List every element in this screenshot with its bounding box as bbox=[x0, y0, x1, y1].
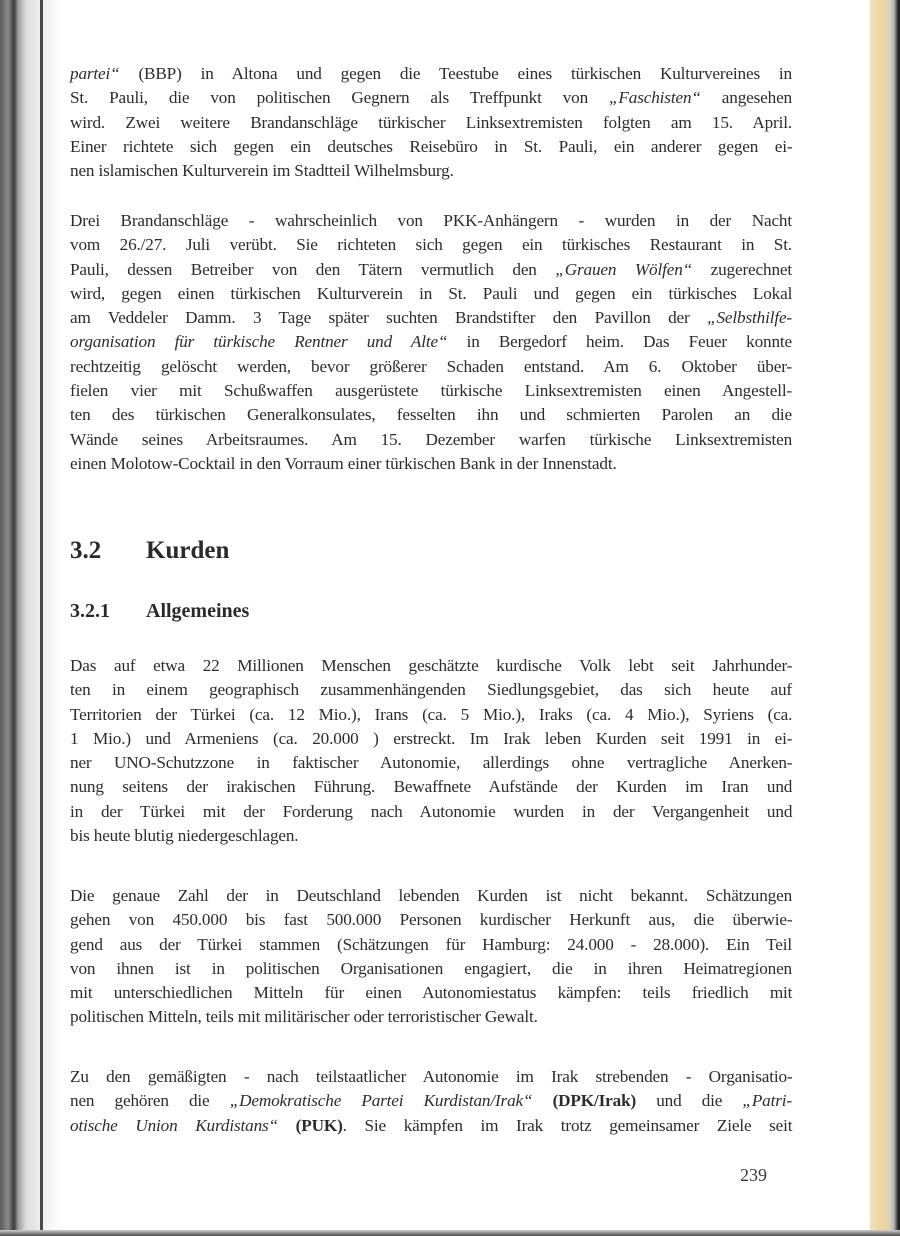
text-line: wird. Zwei weitere Brandanschläge türkischer Linksextremisten folgten am 15. April. bbox=[70, 112, 792, 132]
italic-span: partei“ bbox=[70, 64, 120, 83]
text-line: fielen vier mit Schußwaffen ausgerüstete türkische Linksextremisten einen Angestell- bbox=[70, 381, 793, 401]
binding-shadow-line bbox=[40, 0, 43, 1236]
page-bottom-edge bbox=[0, 1230, 900, 1236]
italic-span: „Patri- bbox=[742, 1091, 792, 1111]
text-line bbox=[70, 258, 792, 282]
paragraph-kurdisches-volk bbox=[70, 654, 792, 848]
text-span: . Sie kämpfen im Irak trotz gemeinsamer Ziele seit bbox=[342, 1115, 793, 1135]
text-line: ten in einem geographisch zusammenhängenden Siedlungsgebiet, das sich heute auf bbox=[70, 680, 792, 700]
text-line bbox=[70, 1089, 792, 1113]
text-line: Drei Brandanschläge - wahrscheinlich von PKK-Anhängern - wurden in der Nacht bbox=[70, 211, 792, 230]
text-line: Die genaue Zahl der in Deutschland lebenden Kurden ist nicht bekannt. Schätzungen bbox=[70, 886, 793, 905]
section-title: Kurden bbox=[146, 537, 230, 564]
text-span: und die bbox=[636, 1091, 743, 1111]
section-number: 3.2 bbox=[70, 537, 102, 564]
text-span: St. Pauli, die von politischen Gegnern als Treffpunkt von bbox=[70, 88, 610, 108]
paragraph-gemaessigte-organisationen bbox=[70, 1065, 792, 1138]
italic-span: „Grauen Wölfen“ bbox=[555, 259, 693, 279]
text-span: am Veddeler Damm. 3 Tage später suchten Brandstifter den Pavillon der bbox=[70, 308, 708, 328]
text-line: nung seitens der irakischen Führung. Bewaffnete Aufstände der Kurden im Iran und bbox=[70, 777, 793, 797]
page-number: 239 bbox=[740, 1165, 767, 1185]
text-line: gend aus der Türkei stammen (Schätzungen für Hamburg: 24.000 - 28.000). Ein Teil bbox=[70, 934, 792, 954]
paragraph-brandanschlaege-april bbox=[70, 62, 792, 183]
text-line bbox=[70, 1114, 792, 1138]
text-span: zugerechnet bbox=[692, 259, 792, 279]
text-line: ner UNO-Schutzzone in faktischer Autonomie, allerdings ohne vertragliche Anerken- bbox=[70, 753, 793, 773]
subsection-heading bbox=[70, 600, 249, 623]
text-line bbox=[70, 306, 792, 330]
text-line: bis heute blutig niedergeschlagen. bbox=[70, 826, 299, 846]
text-line: in der Türkei mit der Forderung nach Autonomie wurden in der Vergangenheit und bbox=[70, 801, 793, 821]
paragraph-brandanschlaege-juli bbox=[70, 209, 792, 476]
italic-span: otische Union Kurdistans“ bbox=[70, 1115, 278, 1135]
text-line bbox=[70, 86, 792, 110]
text-span: in Bergedorf heim. Das Feuer konnte bbox=[447, 332, 793, 352]
italic-span: „Faschisten“ bbox=[609, 88, 701, 108]
bold-span: (DPK/Irak) bbox=[552, 1091, 637, 1111]
paragraph-kurden-in-deutschland bbox=[70, 884, 792, 1030]
text-span: Pauli, dessen Betreiber von den Tätern vermutlich den bbox=[70, 259, 556, 279]
text-line bbox=[70, 62, 792, 86]
text-line: Einer richtete sich gegen ein deutsches Reisebüro in St. Pauli, ein anderer gegen ei- bbox=[70, 136, 793, 156]
text-line bbox=[70, 330, 792, 354]
text-span: nen gehören die bbox=[70, 1091, 230, 1111]
text-line: wird, gegen einen türkischen Kulturverein in St. Pauli und gegen ein türkisches Lokal bbox=[70, 283, 793, 303]
text-line: vom 26./27. Juli verübt. Sie richteten sich gegen ein türkisches Restaurant in St. bbox=[70, 235, 792, 255]
text-line: mit unterschiedlichen Mitteln für einen Autonomiestatus kämpfen: teils friedlich mit bbox=[70, 983, 793, 1003]
text-line: nen islamischen Kulturverein im Stadtteil Wilhelmsburg. bbox=[70, 161, 454, 181]
text-line: Zu den gemäßigten - nach teilstaatlicher Autonomie im Irak strebenden - Organisatio- bbox=[70, 1067, 793, 1086]
text-line: Territorien der Türkei (ca. 12 Mio.), Irans (ca. 5 Mio.), Iraks (ca. 4 Mio.), Syriens (ca. bbox=[70, 704, 793, 724]
book-binding-gutter bbox=[0, 0, 62, 1236]
text-line: Das auf etwa 22 Millionen Menschen geschätzte kurdische Volk lebt seit Jahrhunder- bbox=[70, 656, 793, 675]
text-span bbox=[278, 1116, 296, 1135]
text-line: rechtzeitig gelöscht werden, bevor größerer Schaden entstand. Am 6. Oktober über- bbox=[70, 356, 792, 376]
bold-span: (PUK) bbox=[295, 1115, 343, 1135]
italic-span: „Selbsthilfe- bbox=[707, 308, 792, 328]
text-span: angesehen bbox=[700, 88, 792, 108]
subsection-title: Allgemeines bbox=[146, 600, 250, 622]
page-edge bbox=[870, 0, 900, 1236]
italic-span: organisation für türkische Rentner und Alte“ bbox=[70, 332, 448, 352]
text-line: gehen von 450.000 bis fast 500.000 Personen kurdischer Herkunft aus, die überwie- bbox=[70, 910, 793, 930]
section-heading bbox=[70, 537, 229, 565]
text-line: von ihnen ist in politischen Organisationen engagiert, die in ihren Heimatregionen bbox=[70, 958, 792, 978]
text-line: einen Molotow-Cocktail in den Vorraum einer türkischen Bank in der Innenstadt. bbox=[70, 453, 617, 473]
text-line: Wände seines Arbeitsraumes. Am 15. Dezember warfen türkische Linksextremisten bbox=[70, 429, 793, 449]
italic-span: „Demokratische Partei Kurdistan/Irak“ bbox=[229, 1091, 533, 1111]
text-line: politischen Mitteln, teils mit militärischer oder terroristischer Gewalt. bbox=[70, 1007, 538, 1027]
text-line: 1 Mio.) und Armeniens (ca. 20.000 ) erstreckt. Im Irak leben Kurden seit 1991 in ei- bbox=[70, 728, 793, 748]
text-span bbox=[532, 1091, 552, 1110]
text-line: ten des türkischen Generalkonsulates, fesselten ihn und schmierten Parolen an die bbox=[70, 405, 792, 425]
subsection-number: 3.2.1 bbox=[70, 600, 110, 622]
text-span: (BBP) in Altona und gegen die Teestube eines türkischen Kulturvereines in bbox=[119, 64, 792, 83]
